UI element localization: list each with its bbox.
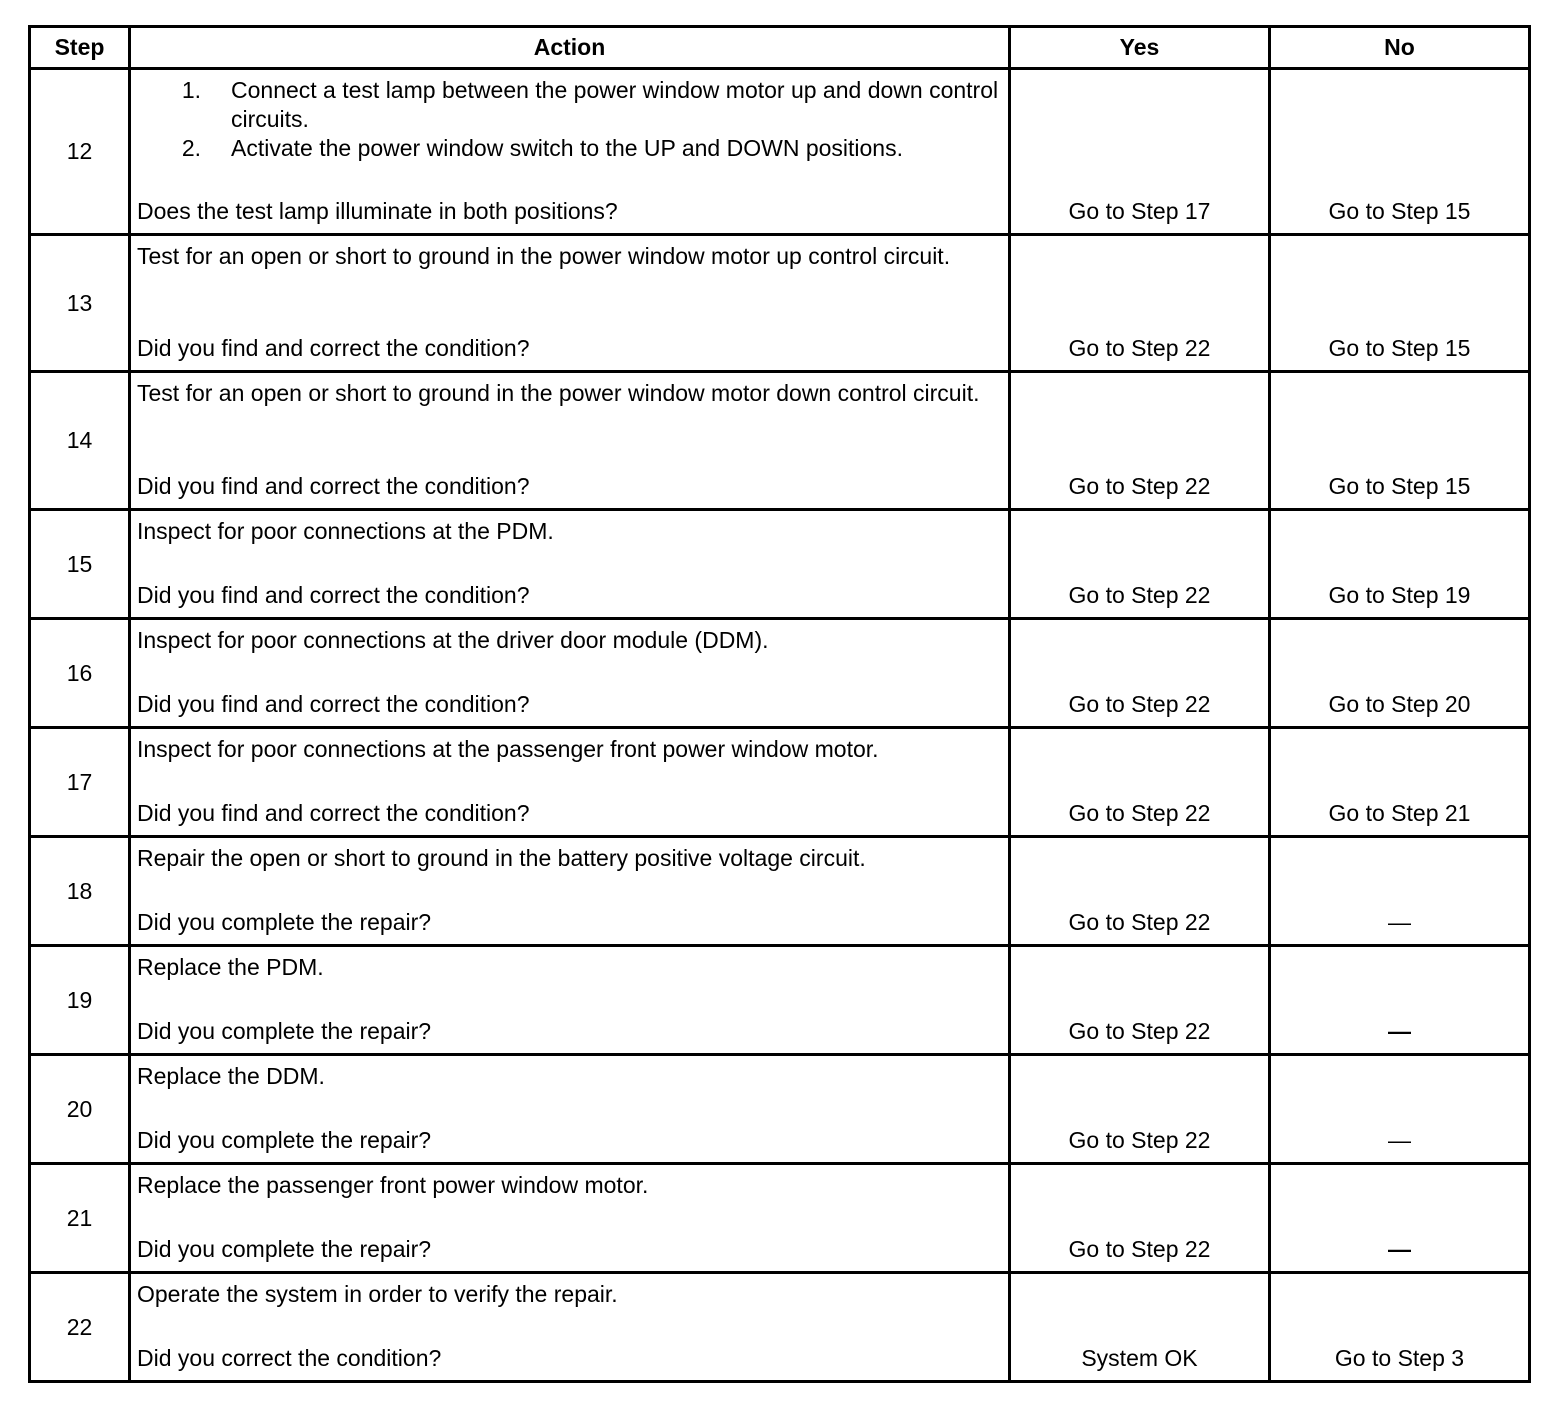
yes-answer: Go to Step 17 [1068,198,1211,224]
yes-cell [1010,837,1270,946]
header-yes: Yes [1010,27,1270,69]
no-answer: Go to Step 15 [1328,473,1471,499]
header-step: Step [30,27,130,69]
yes-answer: Go to Step 22 [1068,335,1211,361]
no-cell [1270,619,1530,728]
instruction-text: Inspect for poor connections at the driver door module (DDM). [137,627,769,653]
question-text: Did you correct the condition? [137,1345,442,1371]
question-text: Did you find and correct the condition? [137,691,530,717]
no-answer: Go to Step 15 [1328,198,1471,224]
list-item [131,134,1008,163]
action-cell [130,619,1010,728]
action-cell [130,837,1010,946]
question-text: Did you find and correct the condition? [137,473,530,499]
instruction-text: Inspect for poor connections at the passenger front power window motor. [137,736,879,762]
step-number: 15 [30,510,130,619]
question-text: Did you complete the repair? [137,1018,432,1044]
yes-cell [1010,235,1270,372]
step-number: 16 [30,619,130,728]
question-text: Did you find and correct the condition? [137,335,530,361]
no-cell [1270,837,1530,946]
no-cell [1270,69,1530,235]
header-row [30,27,1530,69]
list-number: 2. [181,135,201,161]
question-text: Did you complete the repair? [137,909,432,935]
no-answer: Go to Step 3 [1334,1345,1465,1371]
action-cell [130,728,1010,837]
list-item [131,76,1008,134]
table-row [30,372,1530,510]
yes-cell [1010,1055,1270,1164]
step-number: 21 [30,1164,130,1273]
table-row [30,946,1530,1055]
table-row [30,1055,1530,1164]
yes-answer: Go to Step 22 [1068,1236,1211,1262]
no-cell [1270,946,1530,1055]
step-number: 12 [30,69,130,235]
yes-cell [1010,372,1270,510]
no-cell [1270,1055,1530,1164]
no-answer: Go to Step 19 [1328,582,1471,608]
list-number: 1. [181,77,201,103]
no-cell [1270,728,1530,837]
instruction-text: Repair the open or short to ground in the battery positive voltage circuit. [137,845,866,871]
yes-cell [1010,69,1270,235]
question-text: Did you complete the repair? [137,1127,432,1153]
step-number: 13 [30,235,130,372]
question-text: Did you find and correct the condition? [137,800,530,826]
no-cell [1270,372,1530,510]
yes-answer: Go to Step 22 [1068,691,1211,717]
yes-cell [1010,1164,1270,1273]
yes-cell [1010,1273,1270,1382]
no-answer: — [1388,909,1411,935]
no-answer: — [1388,1236,1411,1262]
yes-cell [1010,728,1270,837]
instruction-text: Inspect for poor connections at the PDM. [137,518,554,544]
action-cell [130,1055,1010,1164]
yes-answer: Go to Step 22 [1068,1018,1211,1044]
question-text: Did you complete the repair? [137,1236,432,1262]
yes-answer: Go to Step 22 [1068,582,1211,608]
diagnostic-table [28,25,1531,1383]
action-cell [130,69,1010,235]
list-text: Activate the power window switch to the UP and DOWN positions. [231,135,903,161]
step-number: 17 [30,728,130,837]
instruction-text: Operate the system in order to verify the repair. [137,1281,618,1307]
step-number: 18 [30,837,130,946]
table-row [30,1273,1530,1382]
yes-answer: Go to Step 22 [1068,1127,1211,1153]
header-action: Action [130,27,1010,69]
table-row [30,510,1530,619]
yes-cell [1010,510,1270,619]
instruction-text: Replace the DDM. [137,1063,325,1089]
no-answer: — [1388,1127,1411,1153]
step-number: 20 [30,1055,130,1164]
table-row [30,837,1530,946]
list-text: Connect a test lamp between the power window motor up and down control circuits. [231,77,999,132]
yes-cell [1010,619,1270,728]
table-row [30,619,1530,728]
action-cell [130,1164,1010,1273]
no-cell [1270,510,1530,619]
step-number: 22 [30,1273,130,1382]
yes-answer: System OK [1081,1345,1198,1371]
question-text: Did you find and correct the condition? [137,582,530,608]
instruction-text: Test for an open or short to ground in the power window motor up control circuit. [137,243,951,269]
no-answer: Go to Step 21 [1328,800,1471,826]
action-cell [130,946,1010,1055]
table-row [30,1164,1530,1273]
instruction-text: Replace the PDM. [137,954,324,980]
instruction-text: Replace the passenger front power window motor. [137,1172,649,1198]
no-answer: Go to Step 15 [1328,335,1471,361]
no-answer: Go to Step 20 [1328,691,1471,717]
action-cell [130,372,1010,510]
yes-answer: Go to Step 22 [1068,473,1211,499]
instruction-list [131,70,1008,163]
action-cell [130,1273,1010,1382]
table-row [30,235,1530,372]
action-cell [130,510,1010,619]
no-answer: — [1388,1018,1411,1044]
yes-answer: Go to Step 22 [1068,800,1211,826]
step-number: 19 [30,946,130,1055]
no-cell [1270,1273,1530,1382]
step-number: 14 [30,372,130,510]
question-text: Does the test lamp illuminate in both positions? [137,198,618,224]
action-cell [130,235,1010,372]
instruction-text: Test for an open or short to ground in the power window motor down control circuit. [137,380,980,406]
table-row [30,728,1530,837]
yes-cell [1010,946,1270,1055]
header-no: No [1270,27,1530,69]
table-row [30,69,1530,235]
no-cell [1270,235,1530,372]
yes-answer: Go to Step 22 [1068,909,1211,935]
no-cell [1270,1164,1530,1273]
